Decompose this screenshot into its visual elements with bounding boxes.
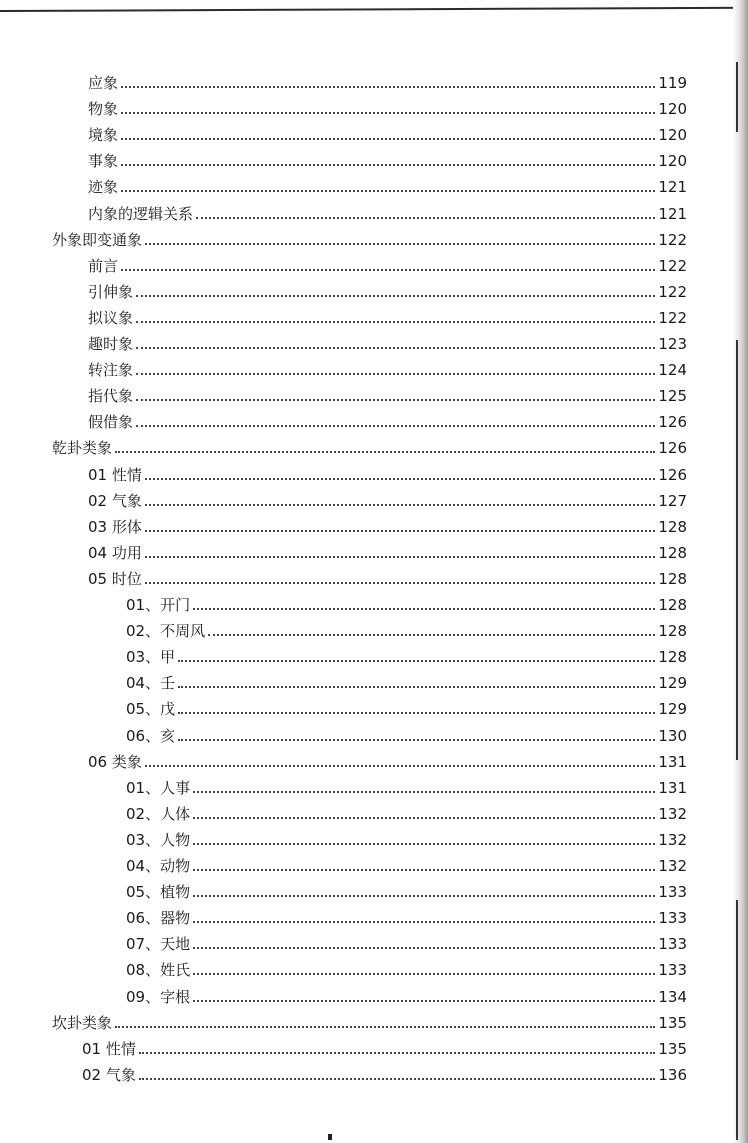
toc-entry[interactable] [126, 588, 687, 614]
toc-entry[interactable] [126, 953, 687, 979]
toc-entry-title: 引伸象 [88, 283, 134, 301]
toc-entry[interactable] [88, 562, 687, 588]
toc-entry-title: 03、甲 [126, 648, 176, 666]
top-rule [0, 7, 748, 12]
dot-leader [208, 634, 655, 636]
dot-leader [178, 686, 655, 688]
toc-entry[interactable] [88, 379, 687, 405]
toc-entry-page-number: 128 [658, 570, 687, 588]
dot-leader [145, 243, 655, 245]
toc-entry-page-number: 121 [658, 178, 687, 196]
toc-entry-page-number: 135 [658, 1040, 687, 1058]
toc-entry[interactable] [126, 901, 687, 927]
toc-entry-page-number: 127 [658, 492, 687, 510]
toc-entry[interactable] [88, 66, 687, 92]
toc-entry-title: 趣时象 [88, 335, 134, 353]
toc-entry[interactable] [82, 1058, 687, 1084]
toc-entry-page-number: 133 [658, 961, 687, 979]
toc-entry[interactable] [52, 1006, 687, 1032]
toc-entry-page-number: 131 [658, 753, 687, 771]
toc-entry-title: 02 气象 [82, 1066, 136, 1084]
toc-entry-title: 07、天地 [126, 935, 191, 953]
dot-leader [136, 295, 655, 297]
dot-leader [121, 138, 655, 140]
toc-entry-page-number: 136 [658, 1066, 687, 1084]
toc-entry-title: 外象即变通象 [52, 231, 143, 249]
toc-entry-page-number: 122 [658, 283, 687, 301]
dot-leader [145, 478, 656, 480]
dot-leader [193, 791, 655, 793]
toc-entry-page-number: 131 [658, 779, 687, 797]
toc-entry-page-number: 120 [658, 100, 687, 118]
toc-entry-title: 转注象 [88, 361, 134, 379]
toc-entry-title: 04、壬 [126, 674, 176, 692]
toc-entry-title: 02、人体 [126, 805, 191, 823]
toc-entry[interactable] [126, 692, 687, 718]
toc-entry-title: 06 类象 [88, 753, 142, 771]
toc-entry[interactable] [126, 771, 687, 797]
toc-entry-page-number: 124 [658, 361, 687, 379]
dot-leader [145, 582, 656, 584]
dot-leader [121, 190, 655, 192]
toc-entry-title: 03 形体 [88, 518, 142, 536]
toc-entry-title: 01、人事 [126, 779, 191, 797]
toc-entry[interactable] [126, 875, 687, 901]
dot-leader [139, 1078, 656, 1080]
toc-entry-title: 08、姓氏 [126, 961, 191, 979]
toc-entry[interactable] [126, 640, 687, 666]
toc-entry-page-number: 121 [658, 205, 687, 223]
toc-entry-title: 乾卦类象 [52, 439, 113, 457]
dot-leader [193, 947, 655, 949]
dot-leader [115, 451, 655, 453]
toc-entry-page-number: 120 [658, 126, 687, 144]
dot-leader [193, 817, 655, 819]
toc-entry-title: 事象 [88, 152, 119, 170]
toc-entry-page-number: 128 [658, 544, 687, 562]
toc-entry-page-number: 133 [658, 909, 687, 927]
toc-entry-title: 拟议象 [88, 309, 134, 327]
toc-entry-page-number: 130 [658, 727, 687, 745]
toc-entry-title: 02、不周风 [126, 622, 206, 640]
dot-leader [121, 112, 655, 114]
toc-entry[interactable] [126, 927, 687, 953]
toc-entry-page-number: 125 [658, 387, 687, 405]
toc-entry-title: 02 气象 [88, 492, 142, 510]
dot-leader [178, 712, 655, 714]
toc-entry-title: 09、字根 [126, 988, 191, 1006]
toc-entry-title: 01 性情 [88, 466, 142, 484]
toc-entry[interactable] [88, 510, 687, 536]
dot-leader [136, 347, 655, 349]
toc-entry-page-number: 134 [658, 988, 687, 1006]
toc-entry-page-number: 132 [658, 805, 687, 823]
toc-entry-page-number: 132 [658, 857, 687, 875]
toc-entry-title: 境象 [88, 126, 119, 144]
dot-leader [193, 869, 655, 871]
toc-entry[interactable] [88, 745, 687, 771]
dot-leader [136, 425, 655, 427]
dot-leader [193, 895, 655, 897]
toc-entry-page-number: 120 [658, 152, 687, 170]
toc-entry-page-number: 128 [658, 622, 687, 640]
toc-entry-page-number: 128 [658, 648, 687, 666]
toc-entry-title: 03、人物 [126, 831, 191, 849]
toc-entry[interactable] [88, 275, 687, 301]
toc-entry-title: 假借象 [88, 413, 134, 431]
toc-entry-page-number: 126 [658, 413, 687, 431]
dot-leader [121, 164, 655, 166]
toc-entry-title: 01、开门 [126, 596, 191, 614]
dot-leader [145, 504, 656, 506]
toc-entry-page-number: 126 [658, 439, 687, 457]
toc-entry-title: 内象的逻辑关系 [88, 205, 194, 223]
dot-leader [136, 321, 655, 323]
right-edge-line [736, 340, 738, 760]
toc-entry[interactable] [88, 458, 687, 484]
toc-entry-title: 迹象 [88, 178, 119, 196]
toc-entry-title: 物象 [88, 100, 119, 118]
toc-entry[interactable] [126, 666, 687, 692]
toc-entry[interactable] [126, 614, 687, 640]
toc-entry-page-number: 133 [658, 935, 687, 953]
toc-entry[interactable] [88, 92, 687, 118]
toc-entry-page-number: 122 [658, 231, 687, 249]
toc-entry[interactable] [52, 431, 687, 457]
dot-leader [193, 608, 655, 610]
toc-entry[interactable] [88, 405, 687, 431]
toc-entry-title: 指代象 [88, 387, 134, 405]
toc-entry[interactable] [88, 484, 687, 510]
toc-entry[interactable] [88, 249, 687, 275]
toc-entry-title: 05 时位 [88, 570, 142, 588]
dot-leader [178, 660, 655, 662]
toc-entry-page-number: 128 [658, 518, 687, 536]
toc-entry[interactable] [52, 223, 687, 249]
toc-entry[interactable] [88, 536, 687, 562]
toc-entry-title: 04、动物 [126, 857, 191, 875]
toc-entry[interactable] [126, 823, 687, 849]
toc-entry[interactable] [126, 719, 687, 745]
right-edge-line [736, 900, 738, 1140]
dot-leader [121, 86, 655, 88]
toc-entry-title: 06、器物 [126, 909, 191, 927]
toc-entry[interactable] [88, 197, 687, 223]
right-edge-line [736, 62, 738, 132]
dot-leader [178, 739, 655, 741]
toc-entry[interactable] [126, 980, 687, 1006]
toc-entry[interactable] [88, 327, 687, 353]
toc-entry-title: 应象 [88, 74, 119, 92]
toc-entry-page-number: 123 [658, 335, 687, 353]
dot-leader [193, 1000, 655, 1002]
toc-entry[interactable] [88, 144, 687, 170]
toc-entry-title: 坎卦类象 [52, 1014, 113, 1032]
dot-leader [115, 1026, 655, 1028]
toc-entry-title: 05、植物 [126, 883, 191, 901]
dot-leader [193, 973, 655, 975]
toc-entry-page-number: 126 [658, 466, 687, 484]
toc-entry[interactable] [88, 353, 687, 379]
toc-entry-page-number: 129 [658, 700, 687, 718]
dot-leader [145, 765, 656, 767]
toc-entry-page-number: 135 [658, 1014, 687, 1032]
dot-leader [139, 1052, 656, 1054]
toc-entry-title: 05、戊 [126, 700, 176, 718]
toc-entry-title: 前言 [88, 257, 119, 275]
dot-leader [193, 921, 655, 923]
dot-leader [145, 556, 656, 558]
toc-entry[interactable] [88, 170, 687, 196]
toc-entry-page-number: 119 [658, 74, 687, 92]
dot-leader [121, 269, 655, 271]
toc-entry-title: 06、亥 [126, 727, 176, 745]
dot-leader [196, 217, 655, 219]
toc-entry-page-number: 132 [658, 831, 687, 849]
toc-entry-page-number: 122 [658, 257, 687, 275]
toc-entry[interactable] [88, 118, 687, 144]
dot-leader [136, 399, 655, 401]
page-footer-mark [328, 1134, 332, 1140]
toc-entry[interactable] [126, 797, 687, 823]
toc-entry-page-number: 133 [658, 883, 687, 901]
toc-entry[interactable] [82, 1032, 687, 1058]
toc-entry-title: 04 功用 [88, 544, 142, 562]
dot-leader [193, 843, 655, 845]
toc-entry-title: 01 性情 [82, 1040, 136, 1058]
dot-leader [145, 530, 656, 532]
dot-leader [136, 373, 655, 375]
toc-entry[interactable] [126, 849, 687, 875]
toc-entry[interactable] [88, 301, 687, 327]
toc-entry-page-number: 129 [658, 674, 687, 692]
toc-entry-page-number: 128 [658, 596, 687, 614]
toc-entry-page-number: 122 [658, 309, 687, 327]
